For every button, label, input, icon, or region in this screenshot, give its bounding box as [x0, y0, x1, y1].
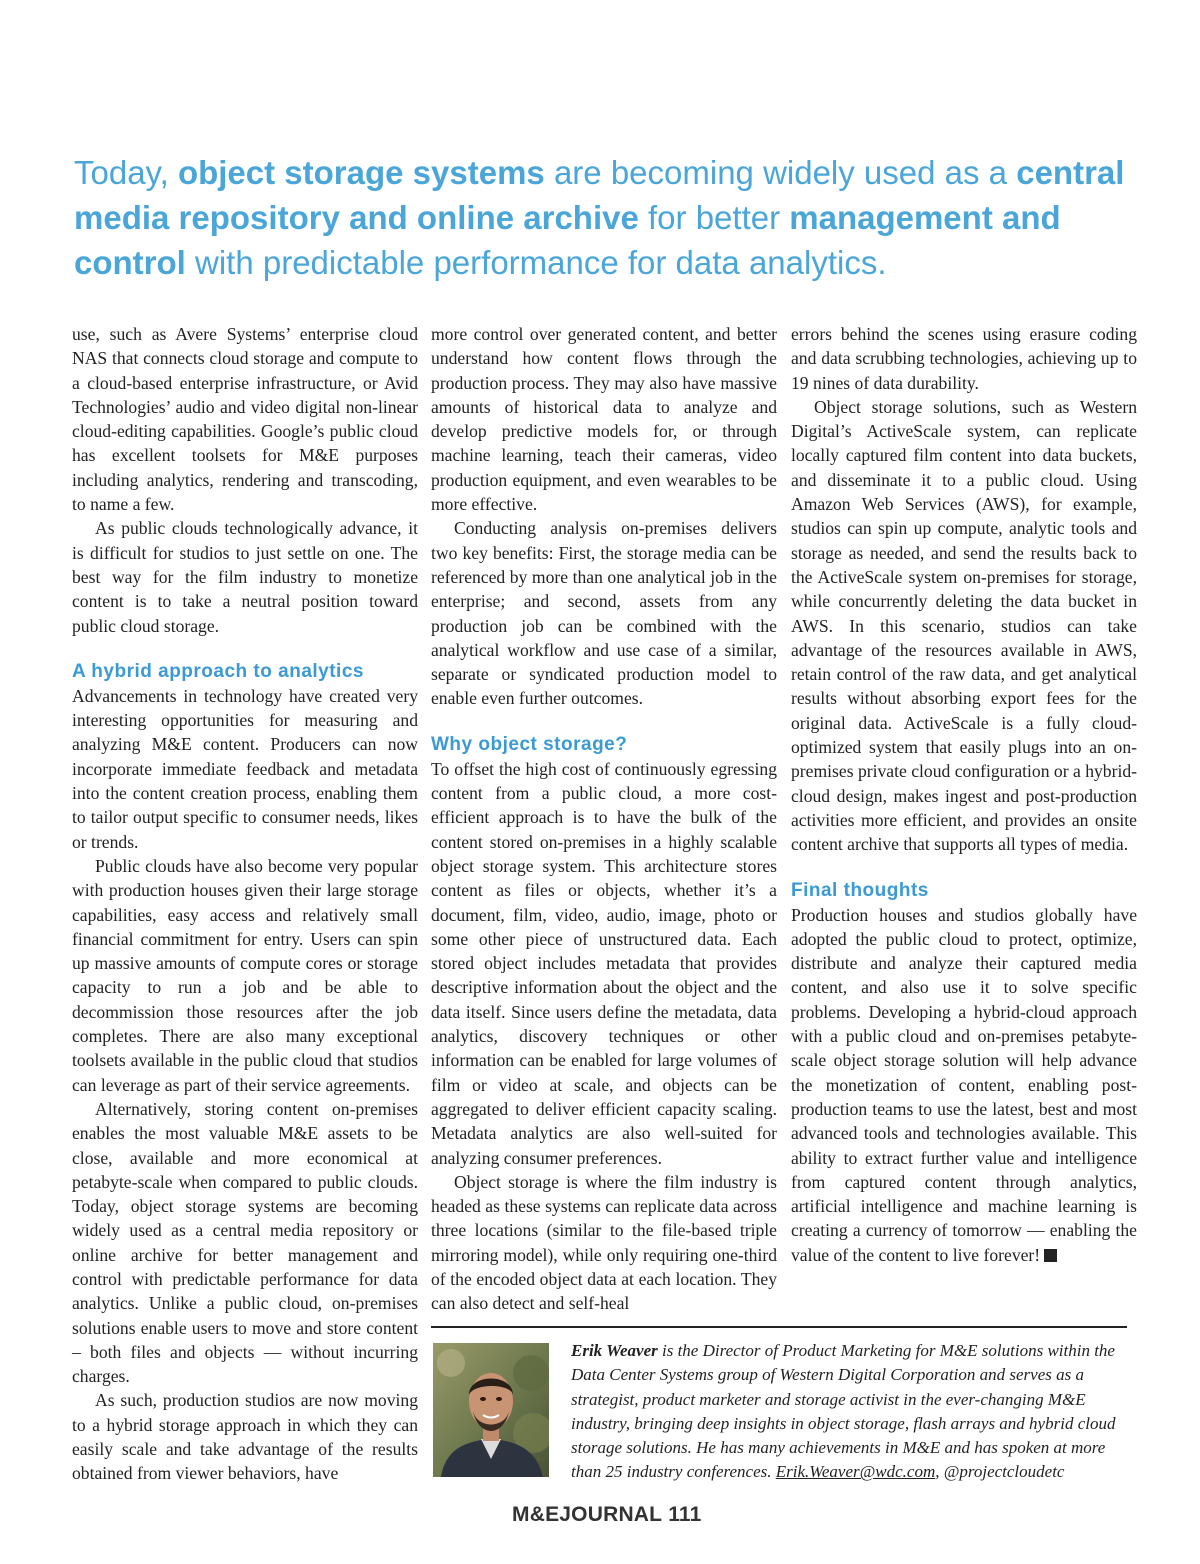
footer-brand-amp: & [529, 1503, 546, 1526]
section-heading: A hybrid approach to analytics [72, 660, 364, 682]
paragraph: use, such as Avere Systems’ enterprise cloud NAS that connects cloud storage and compute to a cloud-based enterprise infrastructure, or Avid Technologies’ audio and video digital non-linear cloud-editing capabilities. Google’s public cloud has excellent toolsets for M&E purposes including analytics, rendering and transcoding, to name a few. [72, 324, 418, 515]
paragraph: Conducting analysis on-premises delivers two key benefits: First, the storage media can be referenced by more than one analytical job in the enterprise; and second, assets from any production job can be combined with the analytical workflow and use case of a similar, separate or syndicated production model to enable even further outcomes. [431, 518, 777, 709]
author-bio [571, 1339, 1126, 1485]
article-column-1 [72, 322, 418, 1486]
pull-quote-emphasis: central media repository and online archive [74, 154, 1125, 236]
end-of-article-mark-icon [1044, 1249, 1057, 1262]
section-heading: Final thoughts [791, 879, 929, 901]
pull-quote-emphasis: management and control [74, 199, 1061, 281]
paragraph: Advancements in technology have created very interesting opportunities for measuring and analyzing M&E content. Producers can now incorporate immediate feedback and metadata into the content creation process, enabling them to tailor output specific to consumer needs, likes or trends. [72, 685, 418, 852]
author-name: Erik Weaver [571, 1341, 658, 1360]
author-portrait-icon [433, 1343, 549, 1477]
article-column-2 [431, 322, 777, 1316]
author-photo [433, 1343, 549, 1477]
paragraph: As such, production studios are now moving to a hybrid storage approach in which they can easily scale and take advantage of the results obtained from viewer behaviors, have [72, 1390, 418, 1484]
pull-quote-emphasis: object storage systems [177, 154, 545, 191]
footer-brand-e: E [545, 1503, 560, 1526]
paragraph: Alternatively, storing content on-premises enables the most valuable M&E assets to be close, available and more economical at petabyte-scale when compared to public clouds. Today, object storage systems are becoming widely used as a central media repository or online archive for better management and control with predictable performance for data analytics. Unlike a public cloud, on-premises solutions enable users to move and store content – both files and objects — without incurring charges. [72, 1098, 418, 1387]
paragraph: errors behind the scenes using erasure coding and data scrubbing technologies, achieving up to 19 nines of data durability. [791, 324, 1137, 393]
section-heading: Why object storage? [431, 733, 628, 755]
author-bio-text: is the Director of Product Marketing for M&E solutions within the Data Center Systems group of Western Digital Corporation and serves as a strategist, product marketer and storage activist in the ever-changing M&E industry, bringing deep insights in object storage, flash arrays and hybrid cloud storage solutions. He has many achievements in M&E and has spoken at more than 25 industry conferences. [571, 1341, 1116, 1482]
pull-quote-text: with predictable performance for data analytics. [185, 244, 887, 281]
footer-brand-journal: JOURNAL [559, 1503, 663, 1526]
footer-brand-m: M [512, 1503, 530, 1526]
paragraph-text: Production houses and studios globally have adopted the public cloud to protect, optimize, distribute and analyze their captured media content, and also use it to solve specific problems. Developing a hybrid-cloud approach with a public cloud and on-premises petabyte-scale object storage solution will help advance the monetization of content, enabling post-production teams to use the latest, best and most advanced tools and technologies available. This ability to extract further value and intelligence from captured content through analytics, artificial intelligence and machine learning is creating a currency of tomorrow — enabling the value of the content to live forever! [791, 904, 1137, 1265]
article-column-3 [791, 322, 1137, 1267]
author-email-link[interactable]: Erik.Weaver@wdc.com [775, 1462, 936, 1482]
author-social-handle: , @projectcloudetc [935, 1462, 1065, 1482]
pull-quote-text: for better [638, 199, 790, 236]
paragraph: To offset the high cost of continuously egressing content from a public cloud, a more cost-efficient approach is to have the bulk of the content stored on-premises in a highly scalable object storage system. This architecture stores content as files or objects, whether it’s a document, film, video, audio, image, photo or some other piece of unstructured data. Each stored object includes metadata that provides descriptive information about the object and the data itself. Since users define the metadata, data analytics, discovery techniques or other information can be enabled for large volumes of film or video at scale, and objects can be aggregated to deliver efficient capacity scaling. Metadata analytics are also well-suited for analyzing consumer preferences. [431, 758, 777, 1168]
pull-quote-text: are becoming widely used as a [544, 154, 1017, 191]
pull-quote-text: Today, [74, 154, 178, 191]
paragraph: more control over generated content, and better understand how content flows through the production process. They may also have massive amounts of historical data to analyze and develop predictive models for, or through machine learning, teach their cameras, video production equipment, and even wearables to be more effective. [431, 324, 777, 515]
pull-quote [74, 150, 1134, 285]
paragraph: Object storage solutions, such as Western Digital’s ActiveScale system, can replicate locally captured film content into data buckets, and disseminate it to a public cloud. Using Amazon Web Services (AWS), for example, studios can spin up compute, analytic tools and storage as needed, and send the results back to the ActiveScale system on-premises for storage, while concurrently deleting the data bucket in AWS. In this scenario, studios can take advantage of the resources available in AWS, retain control of the raw data, and get analytical results without absorbing export fees for the original data. ActiveScale is a fully cloud-optimized system that easily plugs into an on-premises private cloud configuration or a hybrid-cloud design, makes ingest and post-production activities more efficient, and provides an onsite content archive that supports all types of media. [791, 396, 1137, 855]
paragraph: As public clouds technologically advance, it is difficult for studios to just settle on one. The best way for the film industry to monetize content is to take a neutral position toward public cloud storage. [72, 518, 418, 636]
paragraph: Object storage is where the film industry is headed as these systems can replicate data across three locations (similar to the file-based triple mirroring model), while only requiring one-third of the encoded object data at each location. They can also detect and self-heal [431, 1171, 777, 1314]
page-number: 111 [668, 1503, 702, 1526]
page-footer [512, 1503, 702, 1527]
paragraph [791, 903, 1137, 1267]
paragraph: Public clouds have also become very popular with production houses given their large storage capabilities, easy access and relatively small financial commitment for entry. Users can spin up massive amounts of compute cores or storage capacity to run a job and be able to decommission those resources after the job completes. There are also many exceptional toolsets available in the public cloud that studios can leverage as part of their service agreements. [72, 855, 418, 1095]
bio-divider [431, 1326, 1127, 1328]
